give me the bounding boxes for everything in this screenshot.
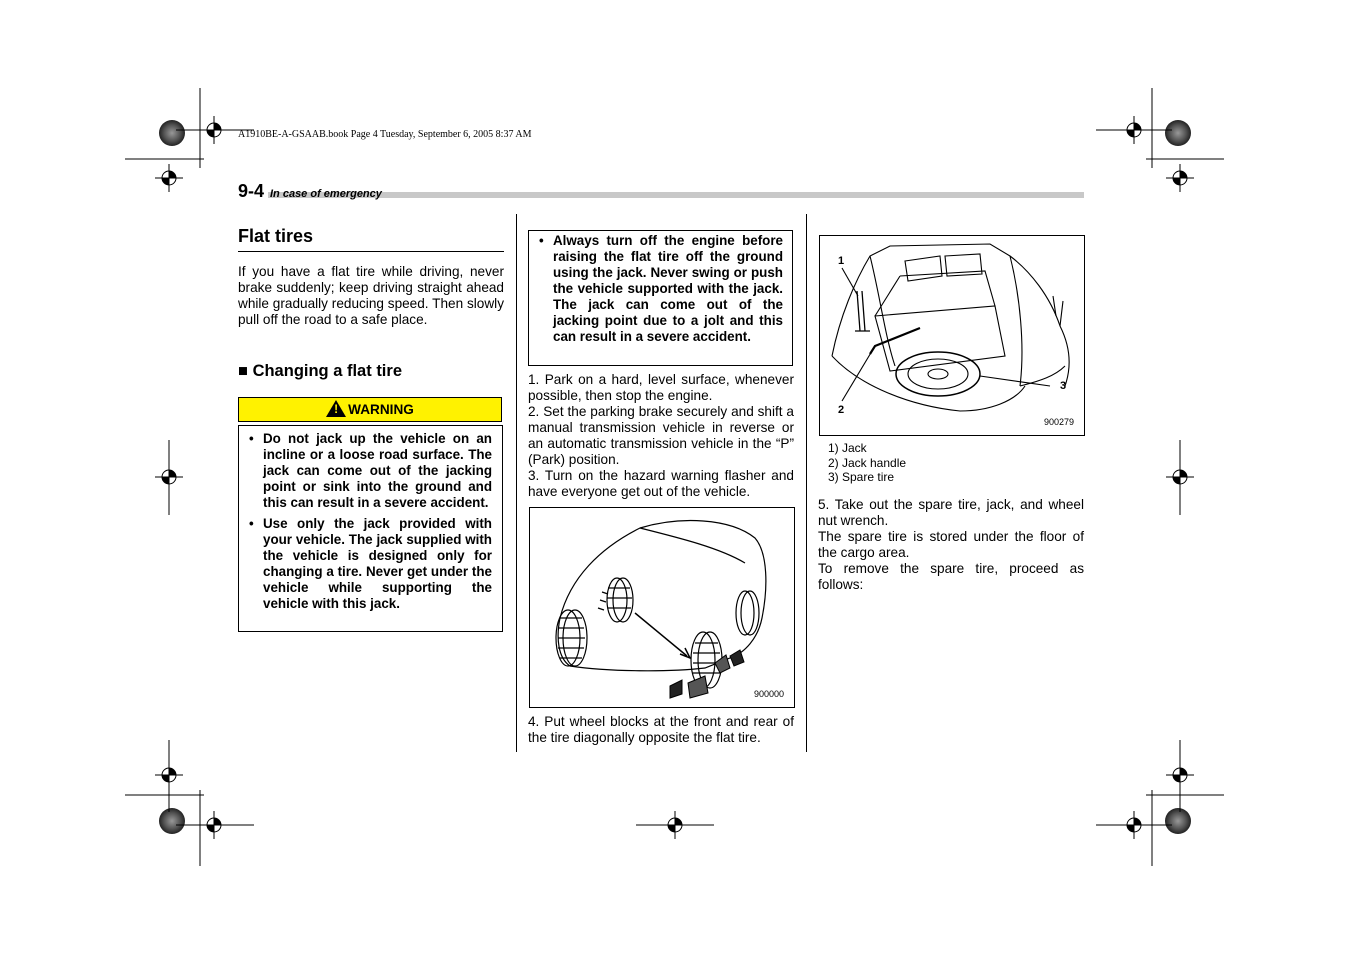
legend-item: 3) Spare tire — [828, 470, 895, 484]
cargo-area-illustration — [819, 235, 1085, 436]
warning-box-middle — [528, 230, 793, 366]
step-4: 4. Put wheel blocks at the front and rear of the tire diagonally opposite the flat tire. — [528, 714, 794, 745]
spare-tire-location: The spare tire is stored under the floor of the cargo area. — [818, 529, 1084, 560]
warning-banner — [238, 397, 502, 422]
callout-3: 3 — [1060, 380, 1067, 392]
step-2: 2. Set the parking brake securely and shift a manual transmission vehicle in reverse or an automatic transmission vehicle in the “P” (Park) position. — [528, 404, 794, 467]
car-wheel-blocks-drawing — [530, 508, 794, 707]
page-heading: Flat tires — [238, 226, 314, 246]
figure-code: 900279 — [1043, 417, 1074, 427]
header-bar — [268, 192, 1084, 198]
subheading-marker: ■ — [238, 362, 248, 380]
spare-tire-removal-intro: To remove the spare tire, proceed as follows: — [818, 561, 1084, 592]
step-3: 3. Turn on the hazard warning flasher and have everyone get out of the vehicle. — [528, 468, 794, 499]
step-5: 5. Take out the spare tire, jack, and wheel nut wrench. — [818, 497, 1084, 528]
legend-item: 2) Jack handle — [828, 455, 907, 470]
warning-item: • Use only the jack provided with your vehicle. The jack supplied with the vehicle is designed only for changing a tire. Never get under the vehicle while supporting the vehicle with this jack. — [241, 516, 492, 612]
step-1: 1. Park on a hard, level surface, whenever possible, then stop the engine. — [528, 372, 794, 403]
subheading — [238, 363, 402, 379]
intro-paragraph: If you have a flat tire while driving, never brake suddenly; keep driving straight ahead while gradually reducing speed. Then slowly pull off the road to a safe place. — [238, 264, 504, 327]
column-divider-right — [806, 214, 807, 752]
column-divider-left — [516, 214, 517, 752]
figure-legend — [828, 441, 906, 485]
subheading-text: Changing a flat tire — [252, 362, 402, 380]
warning-box-left — [238, 425, 503, 632]
callout-1: 1 — [838, 255, 845, 267]
cargo-spare-tire-drawing — [820, 236, 1084, 435]
warning-item: • Always turn off the engine before raising the flat tire off the ground using the jack. Never swing or push the vehicle supported with the jack. The jack can come out of the jacking point due to a jolt and this can result in a severe accident. — [531, 233, 783, 345]
warning-icon — [326, 400, 346, 417]
wheel-blocks-illustration — [529, 507, 795, 708]
heading-rule — [238, 251, 504, 252]
legend-item: 1) Jack — [828, 441, 867, 455]
figure-code: 900000 — [753, 689, 784, 699]
steps-1-3 — [528, 372, 794, 500]
warning-label: WARNING — [348, 402, 414, 417]
page-number: 9-4 — [238, 181, 265, 201]
warning-item: • Do not jack up the vehicle on an incline or a loose road surface. The jack can come out of the jacking point or sink into the ground and this can result in a severe accident. — [241, 431, 492, 511]
section-title: In case of emergency — [270, 188, 382, 200]
callout-2: 2 — [838, 404, 845, 416]
file-info-line: A1910BE-A-GSAAB.book Page 4 Tuesday, September 6, 2005 8:37 AM — [238, 129, 532, 140]
step-5-text — [818, 497, 1084, 593]
